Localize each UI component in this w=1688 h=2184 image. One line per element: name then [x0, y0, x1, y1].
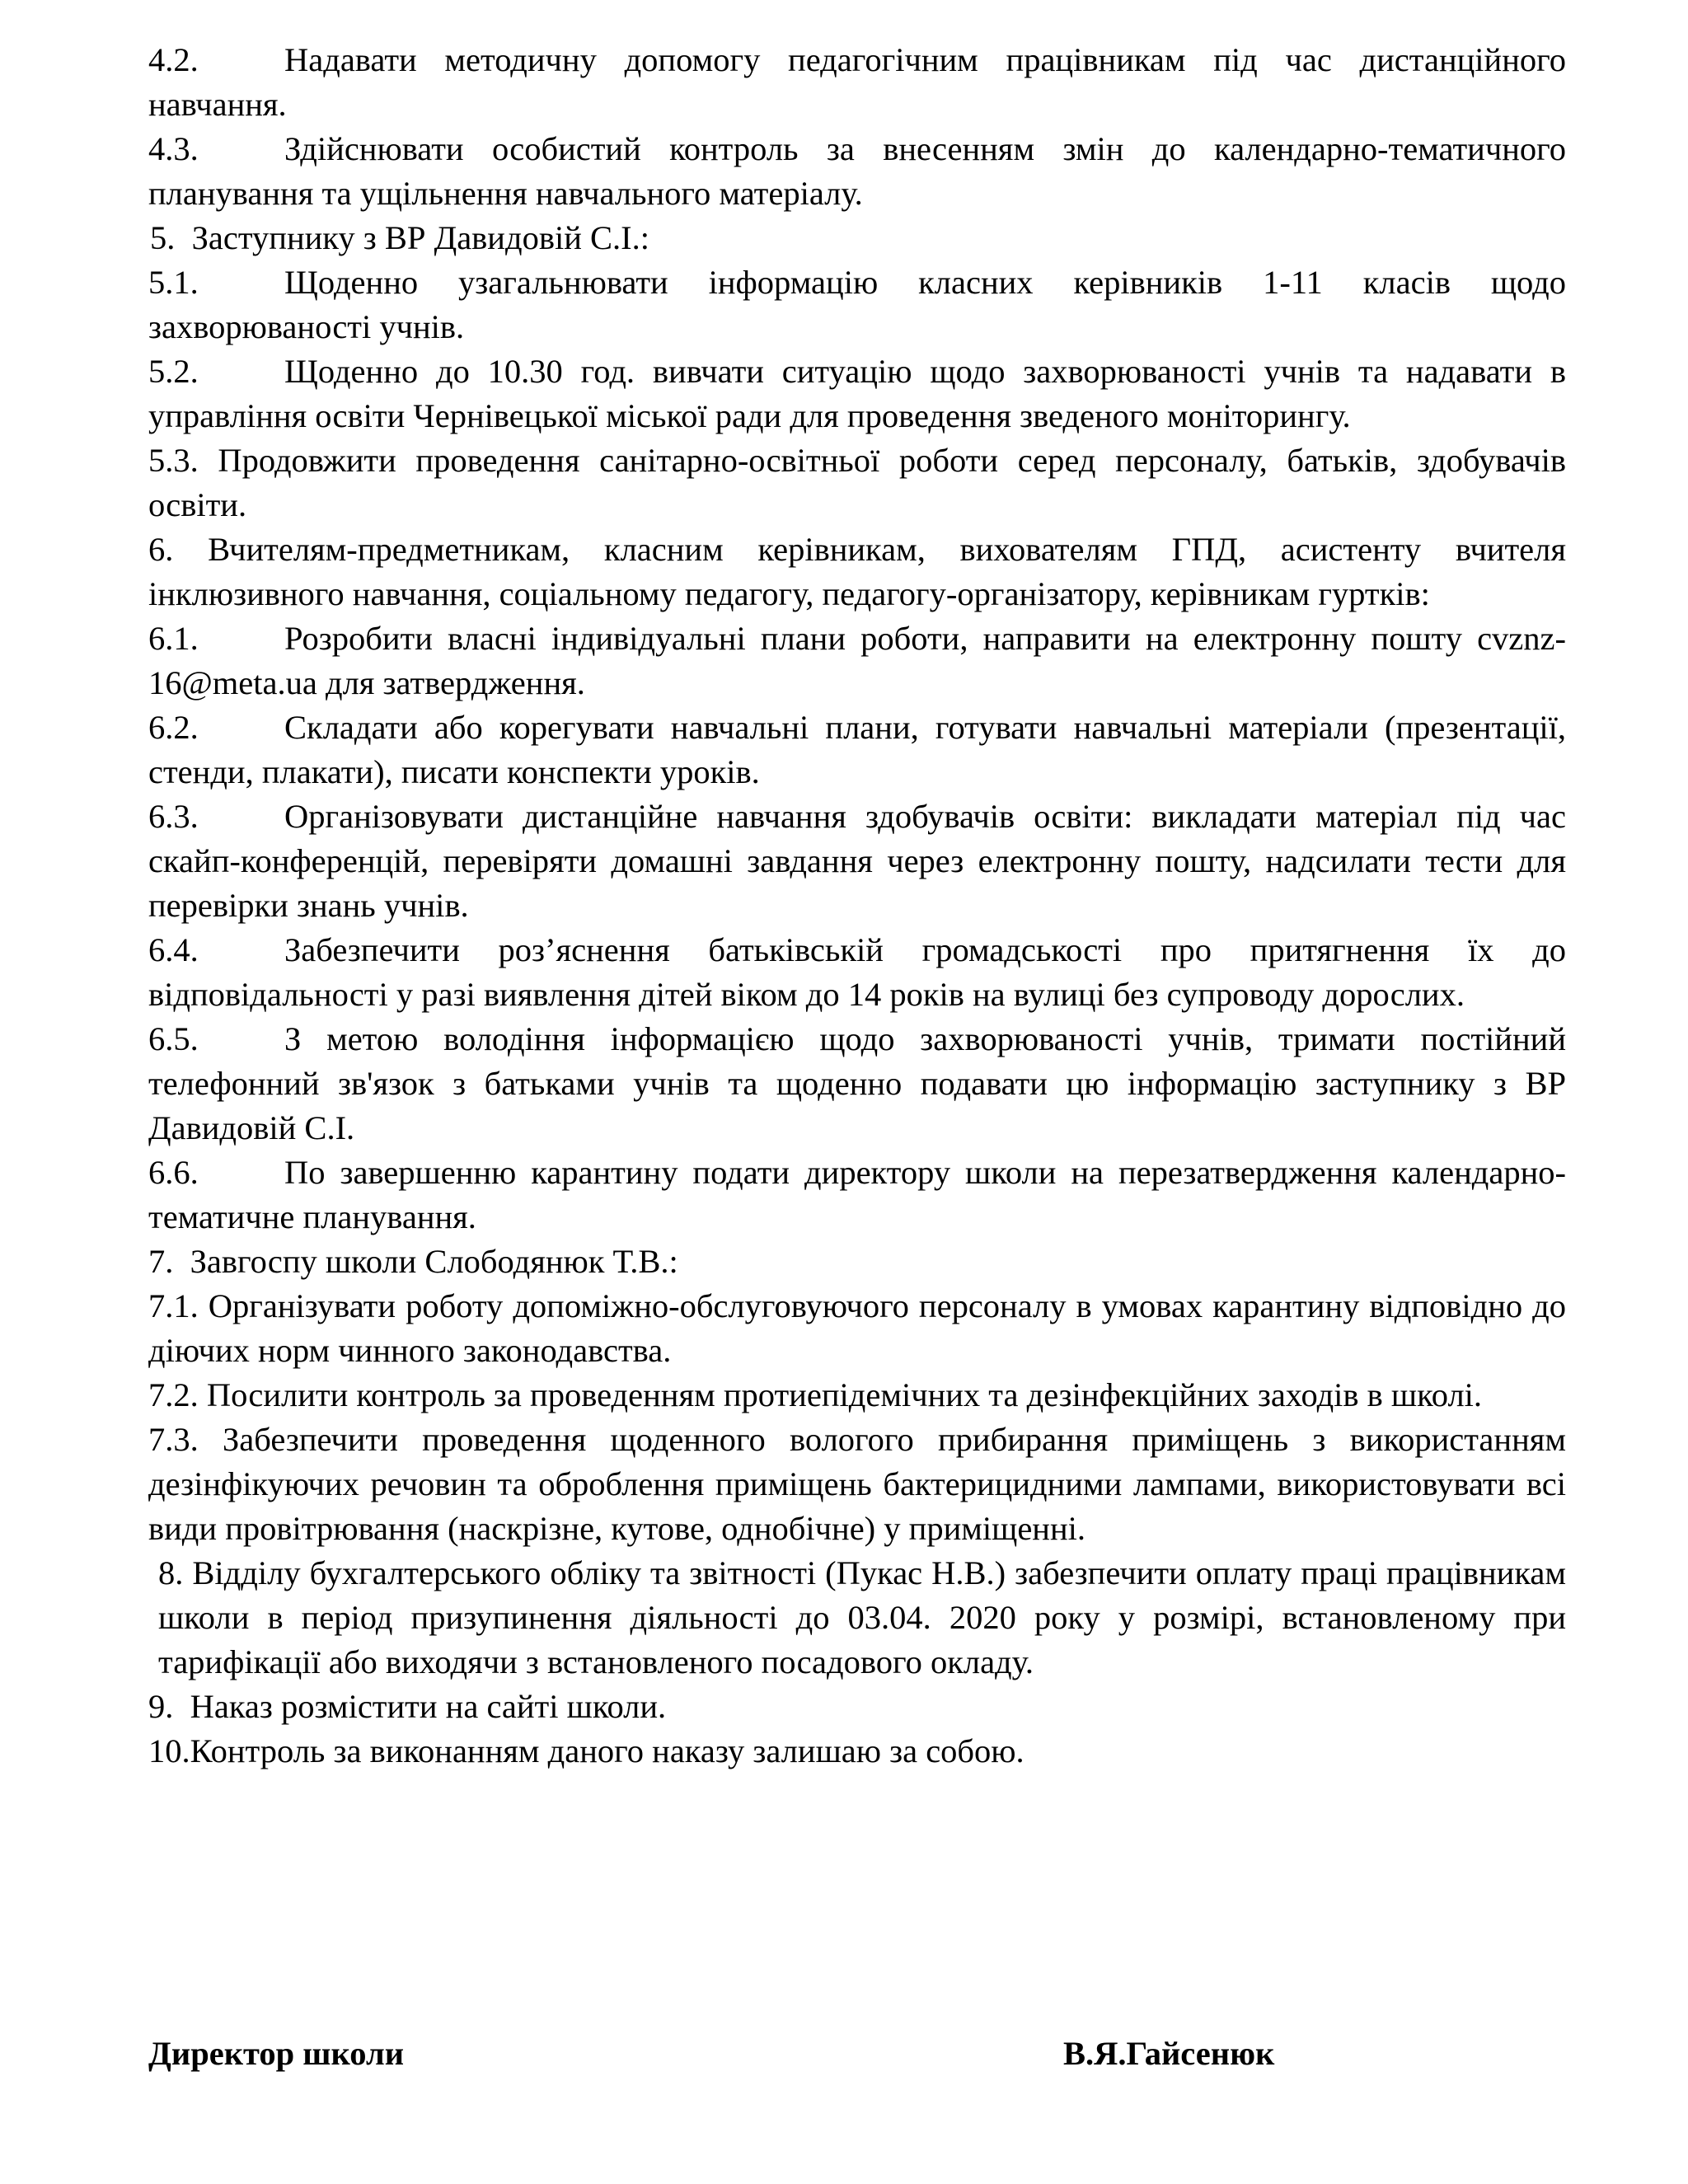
item-text: Організувати роботу допоміжно-обслуговуючого персоналу в умовах карантину відповідно до діючих норм чинного законодавства. — [148, 1287, 1566, 1369]
item-number: 7.1. — [148, 1287, 199, 1324]
item-number: 5.1. — [148, 264, 199, 301]
item-number: 6. — [148, 531, 174, 568]
item-number: 6.6. — [148, 1154, 199, 1191]
item-5-3 — [148, 438, 1566, 527]
item-text: Організовувати дистанційне навчання здобувачів освіти: викладати матеріал під час скайп-конференцій, перевіряти домашні завдання через електронну пошту, надсилати тести для перевірки знань учнів. — [148, 798, 1566, 924]
item-7-1 — [148, 1284, 1566, 1373]
item-4-3 — [148, 127, 1566, 216]
item-text: Надавати методичну допомогу педагогічним працівникам під час дистанційного навчання. — [148, 41, 1566, 123]
signatory-role: Директор школи — [148, 2035, 405, 2072]
item-number: 7. — [148, 1243, 174, 1280]
item-7 — [148, 1240, 1566, 1284]
item-5 — [148, 216, 1566, 260]
item-number: 5.2. — [148, 353, 199, 390]
item-number: 8. — [158, 1554, 184, 1591]
item-number: 10. — [148, 1732, 190, 1769]
item-number: 5. — [150, 219, 176, 256]
item-5-2 — [148, 349, 1566, 438]
item-10 — [148, 1729, 1566, 1774]
item-text: Щоденно узагальнювати інформацію класних керівників 1-11 класів щодо захворюваності учнів. — [148, 264, 1566, 345]
item-text: Вчителям-предметникам, класним керівникам, вихователям ГПД, асистенту вчителя інклюзивного навчання, соціальному педагогу, педагогу-організатору, керівникам гуртків: — [148, 531, 1566, 612]
item-8 — [148, 1551, 1566, 1685]
item-4-2 — [148, 38, 1566, 127]
item-6-6 — [148, 1151, 1566, 1240]
item-6 — [148, 527, 1566, 616]
item-number: 4.3. — [148, 130, 199, 167]
signatory-name: В.Я.Гайсенюк — [1063, 2035, 1275, 2072]
item-text: Забезпечити проведення щоденного вологого прибирання приміщень з використанням дезінфікуючих речовин та оброблення приміщень бактерицидними лампами, використовувати всі види провітрювання (наскрізне, кутове, однобічне) у приміщенні. — [148, 1421, 1567, 1547]
item-text: Продовжити проведення санітарно-освітньої роботи серед персоналу, батьків, здобувачів освіти. — [148, 442, 1566, 523]
item-text: Наказ розмістити на сайті школи. — [190, 1688, 667, 1725]
item-number: 7.3. — [148, 1421, 199, 1458]
item-number: 4.2. — [148, 41, 199, 78]
item-number: 6.1. — [148, 620, 199, 657]
item-text: Контроль за виконанням даного наказу залишаю за собою. — [190, 1732, 1025, 1769]
item-number: 6.4. — [148, 931, 199, 968]
item-6-5 — [148, 1017, 1566, 1151]
item-text: Забезпечити роз’яснення батьківській громадськості про притягнення їх до відповідальності у разі виявлення дітей віком до 14 років на вулиці без супроводу дорослих. — [148, 931, 1566, 1013]
item-number: 5.3. — [148, 442, 199, 479]
order-body — [148, 38, 1566, 1774]
item-6-4 — [148, 928, 1566, 1017]
item-number: 6.5. — [148, 1020, 199, 1057]
item-text: Розробити власні індивідуальні плани роботи, направити на електронну пошту cvznz-16@meta.ua для затвердження. — [148, 620, 1566, 701]
item-5-1 — [148, 260, 1566, 349]
item-text: Щоденно до 10.30 год. вивчати ситуацію щодо захворюваності учнів та надавати в управління освіти Чернівецької міської ради для проведення зведеного моніторингу. — [148, 353, 1566, 434]
item-text: Відділу бухгалтерського обліку та звітності (Пукас Н.В.) забезпечити оплату праці працівникам школи в період призупинення діяльності до 03.04. 2020 року у розмірі, встановленому при тарифікації або виходячи з встановленого посадового окладу. — [158, 1554, 1567, 1680]
item-6-1 — [148, 616, 1566, 705]
item-number: 9. — [148, 1688, 174, 1725]
item-6-2 — [148, 705, 1566, 794]
item-6-3 — [148, 794, 1566, 928]
item-text: З метою володіння інформацією щодо захворюваності учнів, тримати постійний телефонний зв'язок з батьками учнів та щоденно подавати цю інформацію заступнику з ВР Давидовій С.І. — [148, 1020, 1566, 1146]
item-7-2 — [148, 1373, 1566, 1418]
item-text: Завгоспу школи Слободянюк Т.В.: — [190, 1243, 678, 1280]
item-number: 6.2. — [148, 709, 199, 746]
item-text: Заступнику з ВР Давидовій С.І.: — [191, 219, 649, 256]
item-text: Посилити контроль за проведенням протиепідемічних та дезінфекційних заходів в школі. — [206, 1376, 1483, 1413]
item-9 — [148, 1685, 1566, 1729]
item-text: Складати або корегувати навчальні плани, готувати навчальні матеріали (презентації, стенди, плакати), писати конспекти уроків. — [148, 709, 1566, 790]
item-text: Здійснювати особистий контроль за внесенням змін до календарно-тематичного планування та ущільнення навчального матеріалу. — [148, 130, 1566, 212]
item-number: 6.3. — [148, 798, 199, 835]
item-text: По завершенню карантину подати директору школи на перезатвердження календарно-тематичне планування. — [148, 1154, 1566, 1235]
item-7-3 — [148, 1418, 1566, 1551]
item-number: 7.2. — [148, 1376, 199, 1413]
signature-block — [148, 2032, 1566, 2081]
